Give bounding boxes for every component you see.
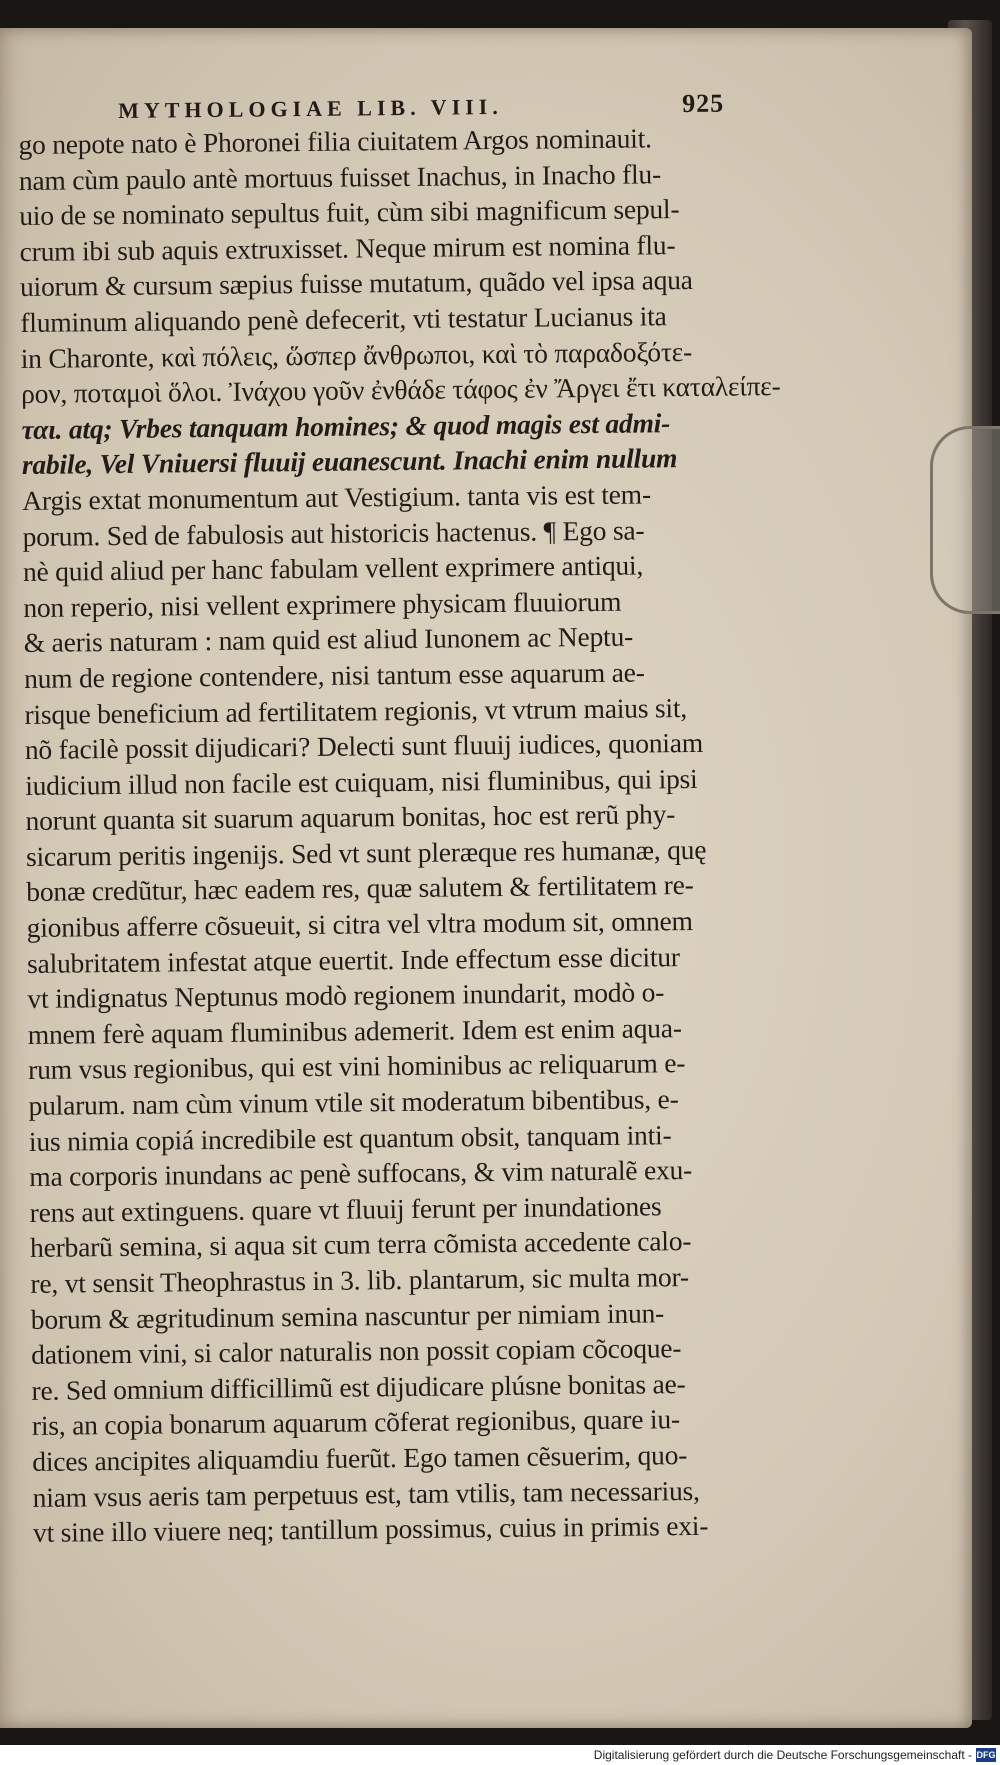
page-tab-marker: [930, 426, 1000, 614]
text-line: & aeris naturam : nam quid est aliud Iunonem ac Neptu-: [23, 620, 634, 659]
text-line: num de regione contendere, nisi tantum esse aquarum ae-: [23, 656, 645, 694]
dfg-logo: DFG: [976, 1750, 996, 1760]
text-line: bonæ credũtur, hæc eadem res, quæ salutem & fertilitatem re-: [26, 869, 694, 908]
text-line: go nepote nato è Phoronei filia ciuitatem Argos nominauit.: [18, 122, 652, 160]
text-line: rum vsus regionibus, qui est vini hominibus ac reliquarum e-: [28, 1047, 686, 1086]
page-number: 925: [681, 88, 725, 119]
text-line: ius nimia copiá incredibile est quantum obsit, tanquam inti-: [28, 1118, 672, 1157]
text-line: nõ facilè possit dijudicari? Delecti sunt fluuij iudices, quoniam: [24, 726, 704, 766]
text-line: non reperio, nisi vellent exprimere physicam fluuiorum: [23, 585, 622, 623]
text-line: crum ibi sub aquis extruxisset. Neque mirum est nomina flu-: [19, 228, 676, 267]
text-line: salubritatem infestat atque euertit. Inde effectum esse dicitur: [26, 940, 680, 979]
text-line: borum & ægritudinum semina nascuntur per nimiam inun-: [30, 1296, 665, 1335]
text-line: mnem ferè aquam fluminibus ademerit. Idem est enim aqua-: [27, 1011, 682, 1050]
text-line: herbarũ semina, si aqua sit cum terra cõmista accedente calo-: [29, 1225, 692, 1264]
text-line: rens aut extinguens. quare vt fluuij ferunt per inundationes: [29, 1190, 662, 1228]
text-line: iudicium illud non facile est cuiquam, nisi fluminibus, qui ipsi: [25, 762, 698, 801]
text-line: ρον, ποταμοὶ ὅλοι. Ἰνάχου γοῦν ἐνθάδε τάφος ἐν Ἄργει ἔτι καταλείπε-: [20, 370, 781, 410]
text-line: re. Sed omnium difficillimũ est dijudicare plúsne bonitas ae-: [31, 1367, 686, 1406]
text-line: uio de se nominato sepultus fuit, cùm sibi magnificum sepul-: [19, 193, 680, 232]
text-line: gionibus afferre cõsueuit, si citra vel vltra modum sit, omnem: [26, 905, 693, 944]
text-line: uiorum & cursum sæpius fuisse mutatum, quãdo vel ipsa aqua: [19, 264, 693, 303]
text-line: vt indignatus Neptunus modò regionem inundarit, modò o-: [27, 976, 665, 1015]
text-line: dices ancipites aliquamdiu fuerũt. Ego tamen cẽsuerim, quo-: [32, 1439, 688, 1477]
text-lines: [18, 120, 781, 1551]
text-line: in Charonte, καὶ πόλεις, ὥσπερ ἄνθρωποι, καὶ τὸ παραδοξότε-: [20, 335, 693, 374]
text-line: ris, an copia bonarum aquarum cõferat regionibus, quare iu-: [31, 1403, 681, 1442]
text-line: norunt quanta sit suarum aquarum bonitas, hoc est rerũ phy-: [25, 798, 676, 837]
running-head-title: MYTHOLOGIAE LIB. VIII.: [118, 93, 503, 123]
page-text-block: [18, 88, 781, 1551]
text-line: nam cùm paulo antè mortuus fuisset Inachus, in Inacho flu-: [18, 157, 662, 196]
text-line: rabile, Vel Vniuersi fluuij euanescunt. Inachi enim nullum: [21, 442, 678, 481]
text-line: dationem vini, si calor naturalis non possit copiam cõcoque-: [31, 1332, 682, 1371]
text-line: niam vsus aeris tam perpetuus est, tam vtilis, tam necessarius,: [32, 1474, 700, 1513]
text-line: vt sine illo viuere neq; tantillum possimus, cuius in primis exi-: [32, 1510, 709, 1549]
text-line: pularum. nam cùm vinum vtile sit moderatum bibentibus, e-: [28, 1083, 679, 1121]
text-line: nè quid aliud per hanc fabulam vellent exprimere antiqui,: [22, 549, 644, 588]
text-line: re, vt sensit Theophrastus in 3. lib. plantarum, sic multa mor-: [30, 1261, 690, 1299]
text-line: ma corporis inundans ac penè suffocans, & vim naturalẽ exu-: [29, 1154, 693, 1193]
text-line: fluminum aliquando penè defecerit, vti testatur Lucianus ita: [20, 300, 667, 338]
text-line: porum. Sed de fabulosis aut historicis hactenus. ¶ Ego sa-: [22, 513, 645, 552]
text-line: sicarum peritis ingenijs. Sed vt sunt pleræque res humanæ, quę: [25, 833, 707, 872]
text-line: risque beneficium ad fertilitatem regionis, vt vtrum maius sit,: [24, 691, 688, 730]
text-line: Argis extat monumentum aut Vestigium. tanta vis est tem-: [22, 478, 651, 516]
footer-credit: Digitalisierung gefördert durch die Deutsche Forschungsgemeinschaft -: [593, 1748, 972, 1762]
text-line: ται. atq; Vrbes tanquam homines; & quod magis est admi-: [21, 406, 671, 445]
